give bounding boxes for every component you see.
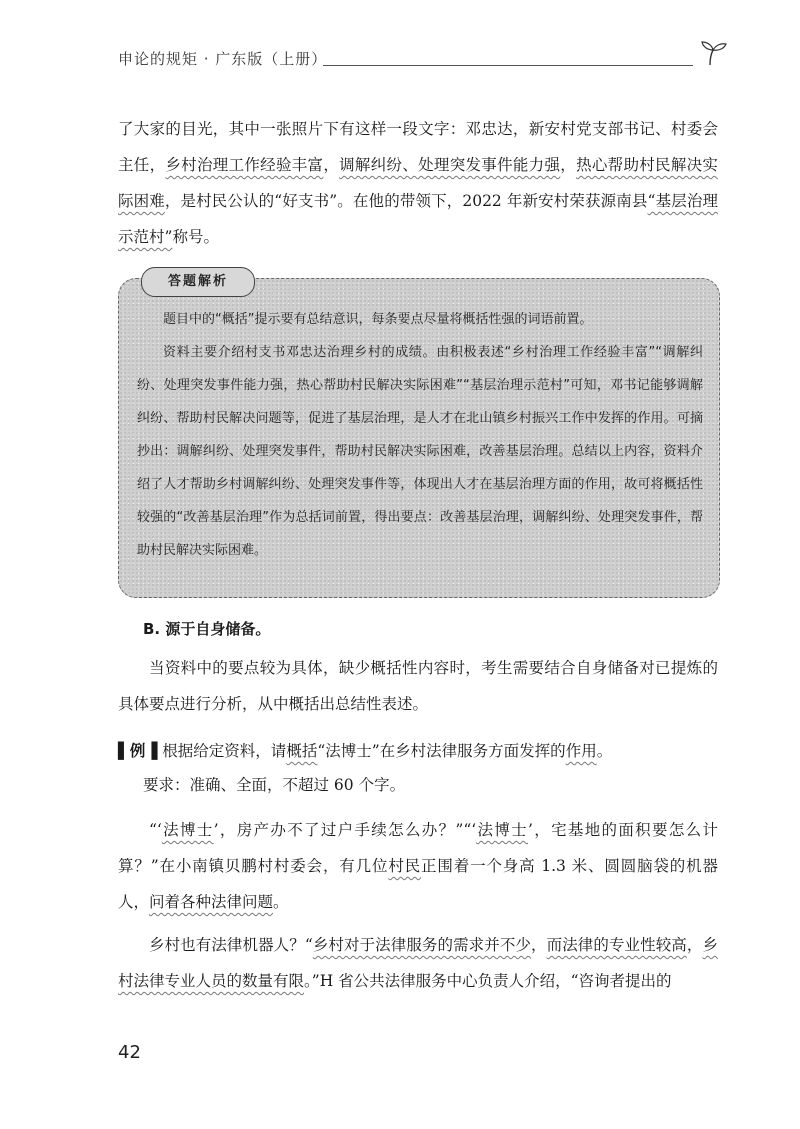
text-span: 称号。 [172,228,219,246]
paragraph-intro [118,111,718,255]
underlined-phrase: 法博士 [476,821,528,839]
paragraph-section-b: 当资料中的要点较为具体，缺少概括性内容时，考生需要结合自身储备对已提炼的具体要点进行分析，从中概括出总结性表述。 [118,659,718,713]
paragraph-legal-demand [118,927,718,999]
section-heading: B. 源于自身储备。 [143,620,271,638]
underlined-phrase: 而法律的专业性较高 [546,936,687,954]
underlined-phrase: 热心帮助村民解决实际困难 [118,156,718,210]
text-span: “法博士”在乡村法律服务方面发挥的 [317,742,566,760]
analysis-badge: 答题解析 [141,267,255,297]
book-title: 申论的规矩 · 广东版（上册） [118,50,328,68]
page-number: 42 [118,1042,141,1063]
analysis-paragraph: 题目中的“概括”提示要有总结意识，每条要点尽量将概括性强的词语前置。 [163,312,593,327]
sprout-icon [698,38,728,68]
example-tag: ▌例▐ [118,742,158,760]
underlined-phrase: 乡村法律专业人员的数量有限 [118,936,718,990]
analysis-paragraph: 资料主要介绍村支书邓忠达治理乡村的成绩。由积极表述“乡村治理工作经验丰富”“调解纠纷、处理突发事件能力强，热心帮助村民解决实际困难”“基层治理示范村”可知，邓书记能够调解纠纷、帮助村民解决问题等，促进了基层治理，是人才在北山镇乡村振兴工作中发挥的作用。可摘抄出：调解纠纷、处理突发事件，帮助村民解决实际困难，改善基层治理。总结以上内容，资料介绍了人才帮助乡村调解纠纷、处理突发事件等，体现出人才在基层治理方面的作用，故可将概括性较强的“改善基层治理”作为总括词前置，得出要点：改善基层治理，调解纠纷、处理突发事件，帮助村民解决实际困难。 [137,345,703,558]
text-span: 。 [596,742,613,760]
text-span: ， [560,156,577,174]
underlined-phrase: 村民 [388,857,422,875]
underlined-phrase: “基层治理示范村” [118,192,718,246]
analysis-text [137,303,703,567]
text-span: 了大家的目光，其中一张照片下有这样一段文字：邓忠达，新安村党支部书记、村委会主任， [118,120,718,174]
underlined-phrase: 调解纠纷、处理突发事件能力强 [339,156,561,174]
text-span: 。”H 省公共法律服务中心负责人介绍，“咨询者提出的 [304,972,672,990]
text-span: 。 [273,893,289,911]
example-requirement: 要求：准确、全面，不超过 60 个字。 [143,776,406,794]
underlined-phrase: 乡村对于法律服务的需求并不少 [312,936,532,954]
underlined-phrase: 概括 [286,742,318,760]
text-span: ，是村民公认的“好支书”。在他的带领下，2022 年新安村荣获源南县 [164,192,648,210]
text-span: ， [531,936,547,954]
underlined-phrase: 作用 [565,742,597,760]
underlined-phrase: 法博士 [161,821,214,839]
example-question [118,736,718,766]
underlined-phrase: 问着各种法律问题 [149,893,274,911]
analysis-box [118,274,720,598]
text-span: ， [323,156,340,174]
text-span: ， [686,936,703,954]
text-span: “‘ [149,821,162,839]
running-header [118,38,718,74]
header-rule [323,65,693,66]
text-span: 乡村也有法律机器人？“ [149,936,313,954]
paragraph-robot [118,812,718,920]
text-span: 正围着一个身高 1.3 米、圆圆脑袋的机器人， [118,857,718,911]
text-span: 根据给定资料，请 [162,742,287,760]
text-span: ’，房产办不了过户手续怎么办？”“‘ [213,821,477,839]
text-span: ’，宅基地的面积要怎么计算？”在小南镇贝鹏村村委会，有几位 [118,821,718,875]
underlined-phrase: 乡村治理工作经验丰富 [165,156,324,174]
